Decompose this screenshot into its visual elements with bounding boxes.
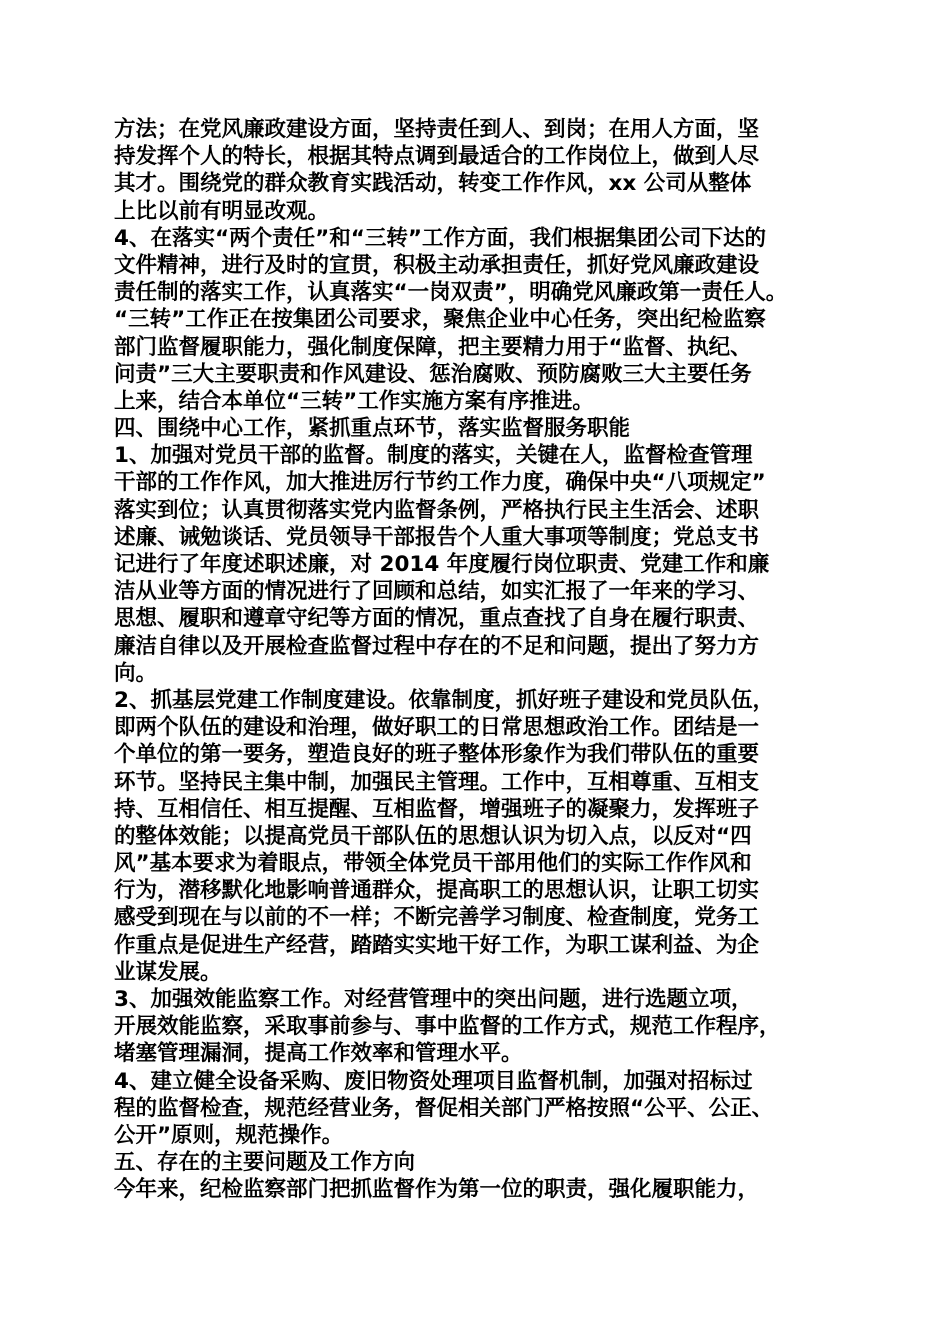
text-line: 的整体效能；以提高党员干部队伍的思想认识为切入点，以反对“四 bbox=[114, 823, 752, 849]
text-line: 记进行了年度述职述廉，对 2014 年度履行岗位职责、党建工作和廉 bbox=[114, 552, 770, 577]
text-line: 洁从业等方面的情况进行了回顾和总结，如实汇报了一年来的学习、 bbox=[114, 579, 760, 605]
text-line: 感受到现在与以前的不一样；不断完善学习制度、检查制度，党务工 bbox=[114, 905, 760, 931]
text-line: 部门监督履职能力，强化制度保障，把主要精力用于“监督、执纪、 bbox=[114, 334, 752, 360]
text-line: 持、互相信任、相互提醒、互相监督，增强班子的凝聚力，发挥班子 bbox=[114, 796, 760, 822]
text-line: 上比以前有明显改观。 bbox=[114, 198, 330, 224]
text-line: 个单位的第一要务，塑造良好的班子整体形象作为我们带队伍的重要 bbox=[114, 742, 760, 768]
text-line: 上来，结合本单位“三转”工作实施方案有序推进。 bbox=[114, 388, 594, 414]
text-line: 风”基本要求为着眼点，带领全体党员干部用他们的实际工作作风和 bbox=[114, 851, 752, 877]
text-line: 2、抓基层党建工作制度建设。依靠制度，抓好班子建设和党员队伍， bbox=[114, 687, 774, 713]
document-body bbox=[114, 116, 854, 1204]
text-line: 4、在落实“两个责任”和“三转”工作方面，我们根据集团公司下达的 bbox=[114, 225, 766, 251]
text-line: 方法；在党风廉政建设方面，坚持责任到人、到岗；在用人方面，坚 bbox=[114, 117, 760, 142]
text-line: 持发挥个人的特长，根据其特点调到最适合的工作岗位上，做到人尽 bbox=[114, 144, 760, 170]
text-line: 文件精神，进行及时的宣贯，积极主动承担责任，抓好党风廉政建设 bbox=[114, 252, 760, 278]
text-line: 程的监督检查，规范经营业务，督促相关部门严格按照“公平、公正、 bbox=[114, 1095, 774, 1121]
text-line: 1、加强对党员干部的监督。制度的落实，关键在人，监督检查管理 bbox=[114, 443, 753, 469]
text-line: “三转”工作正在按集团公司要求，聚焦企业中心任务，突出纪检监察 bbox=[114, 307, 766, 333]
text-line: 行为，潜移默化地影响普通群众，提高职工的思想认识，让职工切实 bbox=[114, 878, 760, 904]
section-heading: 五、存在的主要问题及工作方向 bbox=[114, 1150, 416, 1176]
text-line: 即两个队伍的建设和治理，做好职工的日常思想政治工作。团结是一 bbox=[114, 715, 760, 741]
text-line: 4、建立健全设备采购、废旧物资处理项目监督机制，加强对招标过 bbox=[114, 1068, 753, 1094]
text-line: 业谋发展。 bbox=[114, 959, 222, 985]
text-line: 问责”三大主要职责和作风建设、惩治腐败、预防腐败三大主要任务 bbox=[114, 361, 752, 387]
text-line: 落实到位；认真贯彻落实党内监督条例，严格执行民主生活会、述职 bbox=[114, 497, 760, 523]
text-line: 其才。围绕党的群众教育实践活动，转变工作作风，xx 公司从整体 bbox=[114, 171, 752, 197]
text-line: 作重点是促进生产经营，踏踏实实地干好工作，为职工谋利益、为企 bbox=[114, 932, 760, 958]
text-line: 堵塞管理漏洞，提高工作效率和管理水平。 bbox=[114, 1041, 523, 1067]
text-line: 述廉、诫勉谈话、党员领导干部报告个人重大事项等制度；党总支书 bbox=[114, 524, 760, 550]
text-line: 责任制的落实工作，认真落实“一岗双责”，明确党风廉政第一责任人。 bbox=[114, 280, 788, 306]
text-line: 向。 bbox=[114, 660, 158, 686]
text-line: 今年来，纪检监察部门把抓监督作为第一位的职责，强化履职能力， bbox=[114, 1177, 760, 1203]
text-line: 廉洁自律以及开展检查监督过程中存在的不足和问题，提出了努力方 bbox=[114, 633, 760, 659]
text-line: 开展效能监察，采取事前参与、事中监督的工作方式，规范工作程序， bbox=[114, 1014, 781, 1040]
text-line: 干部的工作作风，加大推进厉行节约工作力度，确保中央“八项规定” bbox=[114, 470, 766, 496]
text-line: 公开”原则，规范操作。 bbox=[114, 1122, 344, 1148]
text-line: 环节。坚持民主集中制，加强民主管理。工作中，互相尊重、互相支 bbox=[114, 769, 760, 795]
text-line: 思想、履职和遵章守纪等方面的情况，重点查找了自身在履行职责、 bbox=[114, 606, 760, 632]
text-line: 3、加强效能监察工作。对经营管理中的突出问题，进行选题立项， bbox=[114, 987, 753, 1012]
section-heading: 四、围绕中心工作，紧抓重点环节，落实监督服务职能 bbox=[114, 416, 631, 442]
